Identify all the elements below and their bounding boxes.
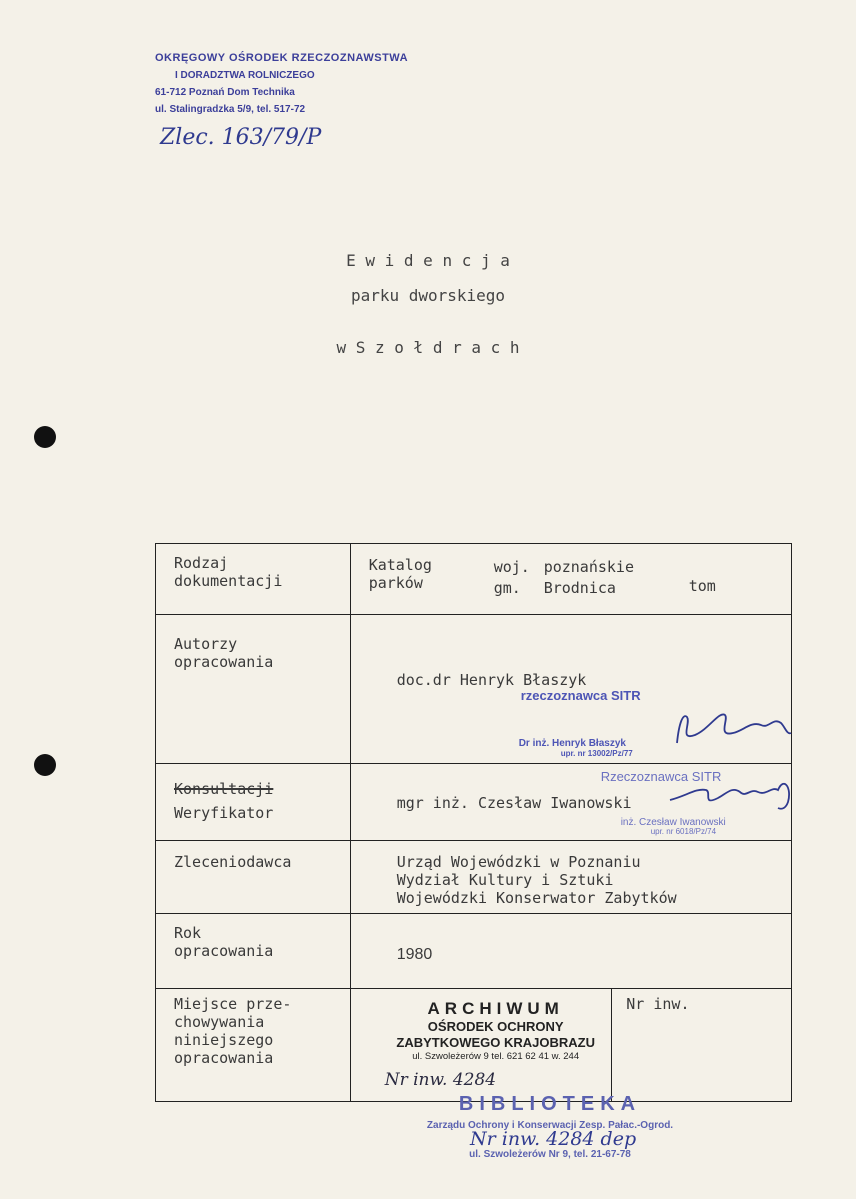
year-value: 1980 [396, 946, 433, 963]
katalog-text: Katalog [368, 556, 432, 574]
documentation-form-table [155, 543, 792, 1102]
archive-stamp-address: ul. Szwoleżerów 9 tel. 621 62 41 w. 244 [412, 1051, 580, 1062]
label-line: chowywania [174, 1013, 265, 1031]
verifier-stamp-name: inż. Czesław Iwanowski [620, 817, 726, 828]
label-verifier [174, 780, 273, 822]
label-storage [174, 995, 291, 1067]
archive-stamp-line-2: ZABYTKOWEGO KRAJOBRAZU [396, 1035, 595, 1050]
row-year [156, 914, 792, 989]
label-verifier-text: Weryfikator [174, 804, 274, 822]
tom-label: tom [688, 577, 716, 595]
verifier-name: mgr inż. Czesław Iwanowski [396, 794, 632, 812]
label-client: Zleceniodawca [174, 853, 292, 871]
verifier-stamp-role: Rzeczoznawca SITR [600, 769, 722, 784]
verifier-stamp-number: upr. nr 6018/Pz/74 [650, 827, 717, 836]
label-line: opracowania [174, 942, 274, 960]
author-name: doc.dr Henryk Błaszyk [396, 671, 587, 689]
row-authors [156, 615, 792, 764]
stamp-line-3: 61-712 Poznań Dom Technika [155, 87, 295, 98]
gm-value: Brodnica [543, 579, 616, 597]
label-authors [174, 635, 273, 671]
woj-label: woj. [493, 558, 530, 576]
row-document-type [156, 544, 792, 615]
author-stamp-role: rzeczoznawca SITR [520, 688, 641, 703]
client-line-2: Wydział Kultury i Sztuki [396, 871, 614, 889]
label-line: dokumentacji [174, 572, 283, 590]
label-year [174, 924, 273, 960]
institution-stamp [155, 50, 409, 118]
handwritten-order-ref: Zlec. 163/79/P [160, 125, 322, 150]
verifier-signature [666, 768, 796, 816]
label-line: niniejszego [174, 1031, 274, 1049]
client-line-3: Wojewódzki Konserwator Zabytków [396, 889, 677, 907]
label-line: Miejsce prze- [174, 995, 292, 1013]
library-stamp-title: BIBLIOTEKA [458, 1093, 642, 1115]
archive-stamp-title: ARCHIWUM [427, 999, 564, 1018]
handwritten-inventory: Nr inw. 4284 [384, 1070, 497, 1090]
document-title-line-1: E w i d e n c j a [346, 251, 510, 270]
library-stamp-line-2: Zarządu Ochrony i Konserwacji Zesp. Pałac.-Ogrod. [426, 1120, 674, 1131]
row-storage [156, 989, 792, 1102]
author-signature [669, 703, 797, 755]
woj-value: poznańskie [543, 558, 634, 576]
client-line-1: Urząd Wojewódzki w Poznaniu [396, 853, 641, 871]
library-stamp-address: ul. Szwoleżerów Nr 9, tel. 21-67-78 [469, 1149, 631, 1160]
row-verifier [156, 764, 792, 841]
label-line: Rodzaj [174, 554, 229, 572]
stamp-line-4: ul. Stalingradzka 5/9, tel. 517-72 [155, 104, 306, 115]
label-struck-consultation: Konsultacji [174, 780, 274, 798]
label-line: opracowania [174, 1049, 274, 1067]
document-title-line-3: w S z o ł d r a c h [336, 338, 520, 357]
label-line: opracowania [174, 653, 274, 671]
author-stamp-name: Dr inż. Henryk Błaszyk [518, 738, 626, 749]
label-line: Autorzy [174, 635, 238, 653]
stamp-line-1: OKRĘGOWY OŚRODEK RZECZOZNAWSTWA [155, 52, 409, 64]
inventory-label: Nr inw. [626, 995, 690, 1013]
parkow-text: parków [368, 574, 423, 592]
gm-label: gm. [493, 579, 521, 597]
stamp-line-2: I DORADZTWA ROLNICZEGO [175, 70, 315, 81]
document-title-line-2: parku dworskiego [350, 286, 506, 305]
archive-stamp [381, 999, 611, 1062]
library-handwritten-inventory: Nr inw. 4284 dep [470, 1128, 637, 1150]
archive-stamp-line-1: OŚRODEK OCHRONY [427, 1019, 564, 1034]
label-document-type [174, 554, 282, 590]
author-stamp-number: upr. nr 13002/Pz/77 [560, 749, 633, 758]
label-line: Rok [174, 924, 202, 942]
row-client [156, 841, 792, 914]
punch-hole-lower [34, 754, 56, 776]
punch-hole-upper [34, 426, 56, 448]
